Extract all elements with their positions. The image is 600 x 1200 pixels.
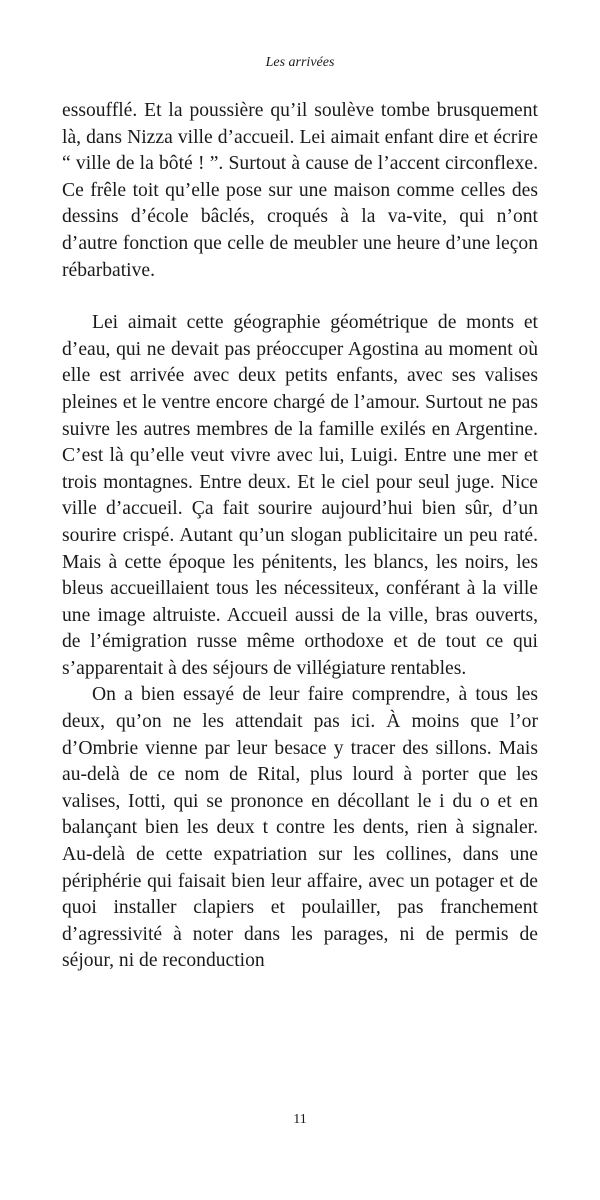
- paragraph-1: essoufflé. Et la poussière qu’il soulève tombe brusquement là, dans Nizza ville d’accueil. Lei aimait enfant dire et écrire “ ville de la bôté ! ”. Surtout à cause de l’accent circonflexe. Ce frêle toit qu’elle pose sur une maison comme celles des dessins d’école bâclés, croqués à la va-vite, qui n’ont d’autre fonction que celle de meubler une heure d’une leçon rébarbative.: [62, 100, 538, 281]
- paragraph-3: On a bien essayé de leur faire comprendre, à tous les deux, qu’on ne les attendait pas ici. À moins que l’or d’Ombrie vienne par leur besace y tracer des sillons. Mais au-delà de ce nom de Rital, plus lourd à porter que les valises, Iotti, qui se prononce en décollant le i du o et en balançant bien les deux t contre les dents, rien à signaler. Au-delà de cette expatriation sur les collines, dans une périphérie qui faisait bien leur affaire, avec un potager et de quoi installer clapiers et poulailler, pas franchement d’agressivité à noter dans les parages, ni de permis de séjour, ni de reconduction: [62, 684, 538, 972]
- paragraph-2: Lei aimait cette géographie géométrique de monts et d’eau, qui ne devait pas préoccuper Agostina au moment où elle est arrivée avec deux petits enfants, avec ses valises pleines et le ventre encore chargé de l’amour. Surtout ne pas suivre les autres membres de la famille exilés en Argentine. C’est là qu’elle veut vivre avec lui, Luigi. Entre une mer et trois montagnes. Entre deux. Et le ciel pour seul juge. Nice ville d’accueil. Ça fait sourire aujourd’hui bien sûr, d’un sourire crispé. Autant qu’un slogan publicitaire un peu raté. Mais à cette époque les pénitents, les blancs, les noirs, les bleus accueillaient tous les nécessiteux, conférant à la ville une image altruiste. Accueil aussi de la ville, bras ouverts, de l’émigration russe même orthodoxe et de tout ce qui s’apparentait à des séjours de villégiature rentables.: [62, 312, 538, 679]
- running-head: Les arrivées: [265, 55, 335, 70]
- body-text: [62, 98, 538, 975]
- page-number: 11: [293, 1112, 307, 1127]
